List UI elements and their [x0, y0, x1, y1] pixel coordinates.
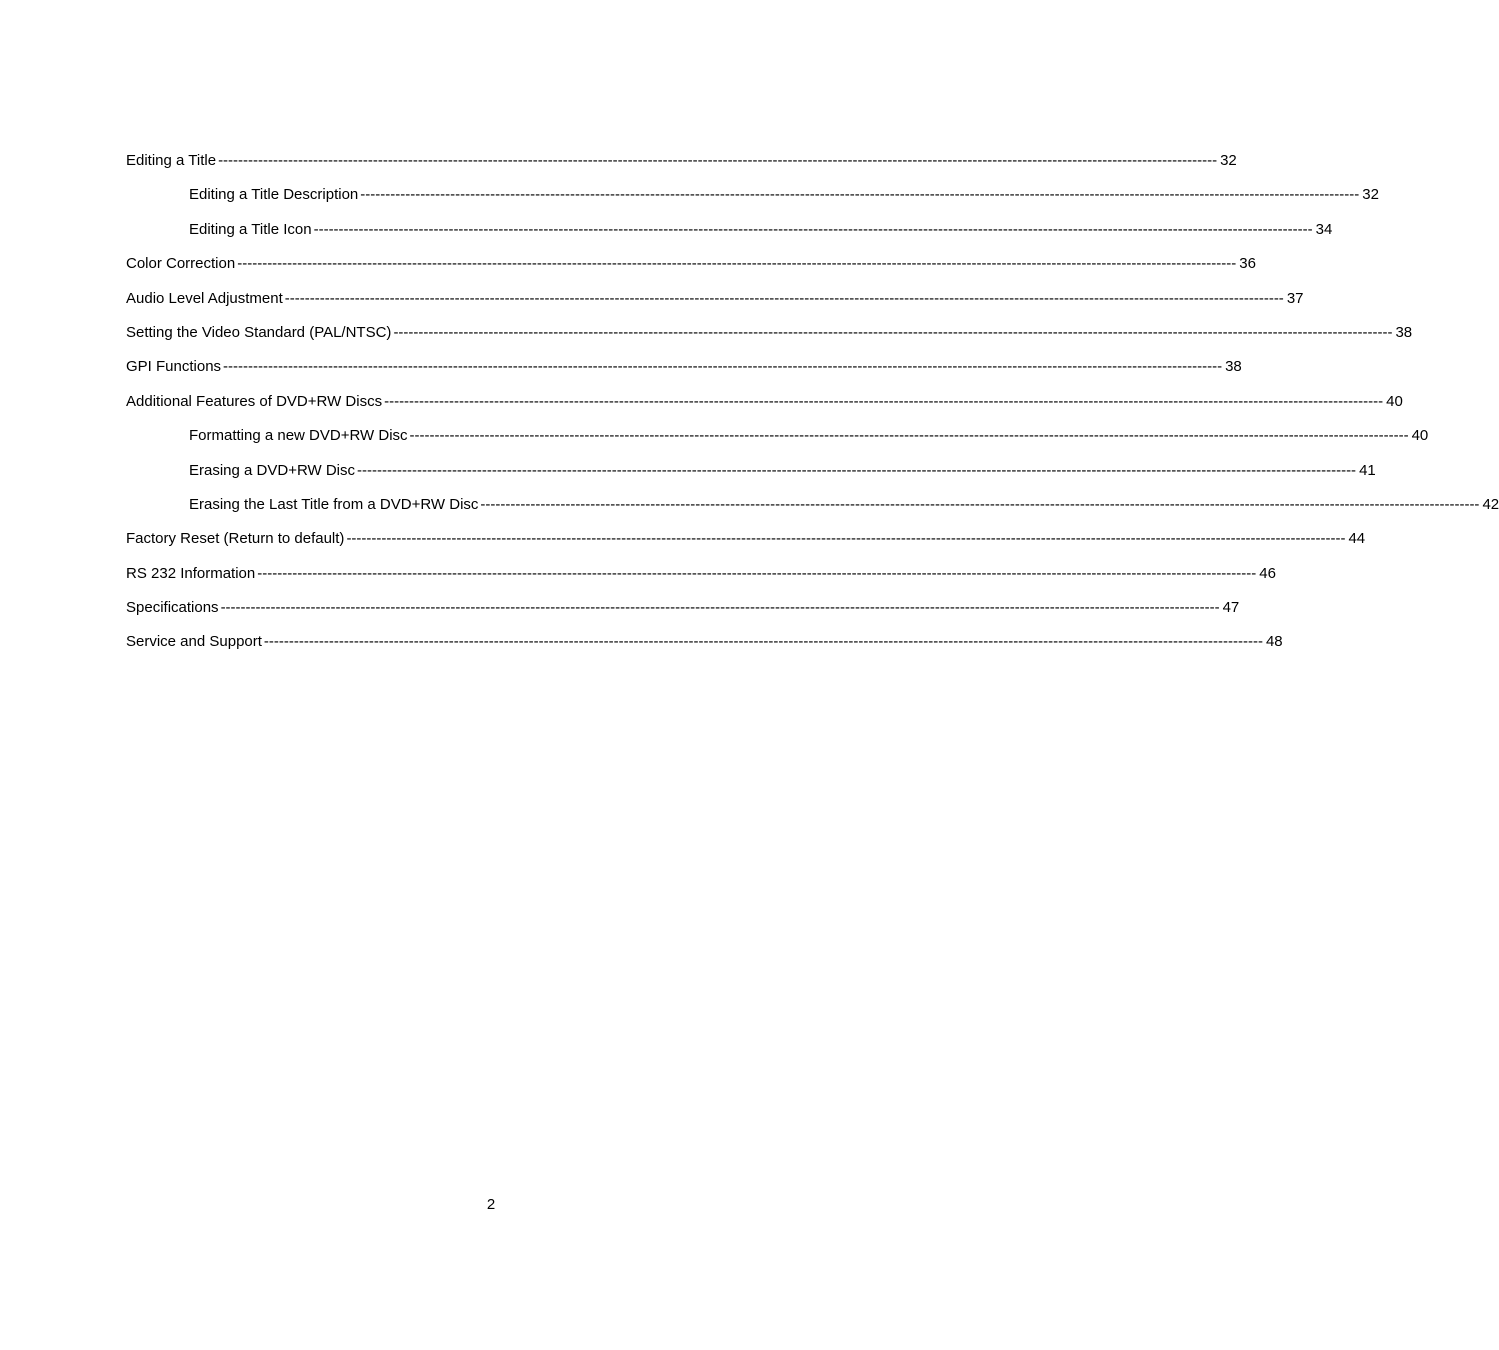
toc-entry-page: 46	[1259, 564, 1276, 582]
toc-entry[interactable]	[126, 151, 1237, 185]
toc-entry[interactable]	[126, 220, 1333, 254]
toc-entry[interactable]	[126, 323, 1413, 357]
toc-entry-title: Additional Features of DVD+RW Discs	[126, 392, 383, 410]
toc-leader: --------------------------------------------------------------------------------------------------------------------------------------------------------------------------------------------------------	[284, 289, 1284, 307]
toc-entry[interactable]	[126, 598, 1240, 632]
page-number: 2	[486, 1196, 496, 1213]
toc-entry[interactable]	[126, 392, 1403, 426]
toc-leader: --------------------------------------------------------------------------------------------------------------------------------------------------------------------------------------------------------	[384, 392, 1384, 410]
toc-entry[interactable]	[126, 357, 1242, 391]
toc-entry-title: GPI Functions	[126, 358, 222, 376]
toc-leader: --------------------------------------------------------------------------------------------------------------------------------------------------------------------------------------------------------	[313, 220, 1313, 238]
toc-leader: --------------------------------------------------------------------------------------------------------------------------------------------------------------------------------------------------------	[360, 186, 1360, 204]
toc-entry-page: 38	[1225, 358, 1242, 376]
table-of-contents	[126, 151, 1499, 667]
toc-entry-page: 40	[1411, 427, 1429, 445]
toc-entry[interactable]	[126, 254, 1256, 288]
toc-entry-page: 36	[1239, 255, 1256, 273]
toc-entry-page: 41	[1359, 461, 1376, 479]
toc-entry-title: Erasing a DVD+RW Disc	[189, 461, 356, 479]
toc-entry-title: Color Correction	[126, 255, 236, 273]
toc-leader: --------------------------------------------------------------------------------------------------------------------------------------------------------------------------------------------------------	[220, 599, 1220, 617]
toc-entry[interactable]	[126, 564, 1276, 598]
toc-entry-page: 44	[1348, 530, 1366, 548]
toc-entry-page: 48	[1265, 633, 1283, 651]
toc-entry[interactable]	[126, 289, 1304, 323]
toc-leader: --------------------------------------------------------------------------------------------------------------------------------------------------------------------------------------------------------	[480, 495, 1480, 513]
toc-leader: --------------------------------------------------------------------------------------------------------------------------------------------------------------------------------------------------------	[263, 633, 1263, 651]
toc-entry[interactable]	[126, 632, 1283, 666]
toc-entry-page: 47	[1222, 599, 1240, 617]
toc-entry-title: Service and Support	[126, 633, 262, 651]
toc-entry[interactable]	[126, 426, 1429, 460]
toc-entry-page: 37	[1286, 289, 1304, 307]
toc-entry[interactable]	[126, 461, 1376, 495]
toc-entry-title: Audio Level Adjustment	[126, 289, 283, 307]
toc-entry[interactable]	[126, 185, 1379, 219]
toc-entry-title: RS 232 Information	[126, 564, 256, 582]
toc-entry-page: 34	[1315, 220, 1333, 238]
toc-entry-title: Editing a Title Icon	[189, 220, 312, 238]
toc-entry-page: 32	[1362, 186, 1379, 204]
toc-entry-title: Editing a Title	[126, 152, 217, 169]
toc-entry-title: Editing a Title Description	[189, 186, 359, 204]
toc-leader: --------------------------------------------------------------------------------------------------------------------------------------------------------------------------------------------------------	[257, 564, 1257, 582]
toc-entry-page: 40	[1386, 392, 1403, 410]
toc-leader: --------------------------------------------------------------------------------------------------------------------------------------------------------------------------------------------------------	[223, 358, 1223, 376]
toc-leader: --------------------------------------------------------------------------------------------------------------------------------------------------------------------------------------------------------	[393, 323, 1393, 341]
toc-entry-page: 38	[1395, 323, 1413, 341]
toc-entry-title: Setting the Video Standard (PAL/NTSC)	[126, 323, 392, 341]
toc-entry-title: Formatting a new DVD+RW Disc	[189, 427, 408, 445]
toc-entry-page: 32	[1220, 152, 1237, 169]
toc-entry[interactable]	[126, 529, 1366, 563]
toc-leader: --------------------------------------------------------------------------------------------------------------------------------------------------------------------------------------------------------	[357, 461, 1357, 479]
toc-leader: --------------------------------------------------------------------------------------------------------------------------------------------------------------------------------------------------------	[409, 427, 1409, 445]
toc-leader: --------------------------------------------------------------------------------------------------------------------------------------------------------------------------------------------------------	[218, 152, 1218, 169]
toc-entry-title: Factory Reset (Return to default)	[126, 530, 345, 548]
toc-entry[interactable]	[126, 495, 1499, 529]
toc-entry-title: Specifications	[126, 599, 219, 617]
toc-entry-title: Erasing the Last Title from a DVD+RW Disc	[189, 495, 479, 513]
toc-leader: --------------------------------------------------------------------------------------------------------------------------------------------------------------------------------------------------------	[237, 255, 1237, 273]
toc-entry-page: 42	[1482, 495, 1499, 513]
toc-leader: --------------------------------------------------------------------------------------------------------------------------------------------------------------------------------------------------------	[346, 530, 1346, 548]
